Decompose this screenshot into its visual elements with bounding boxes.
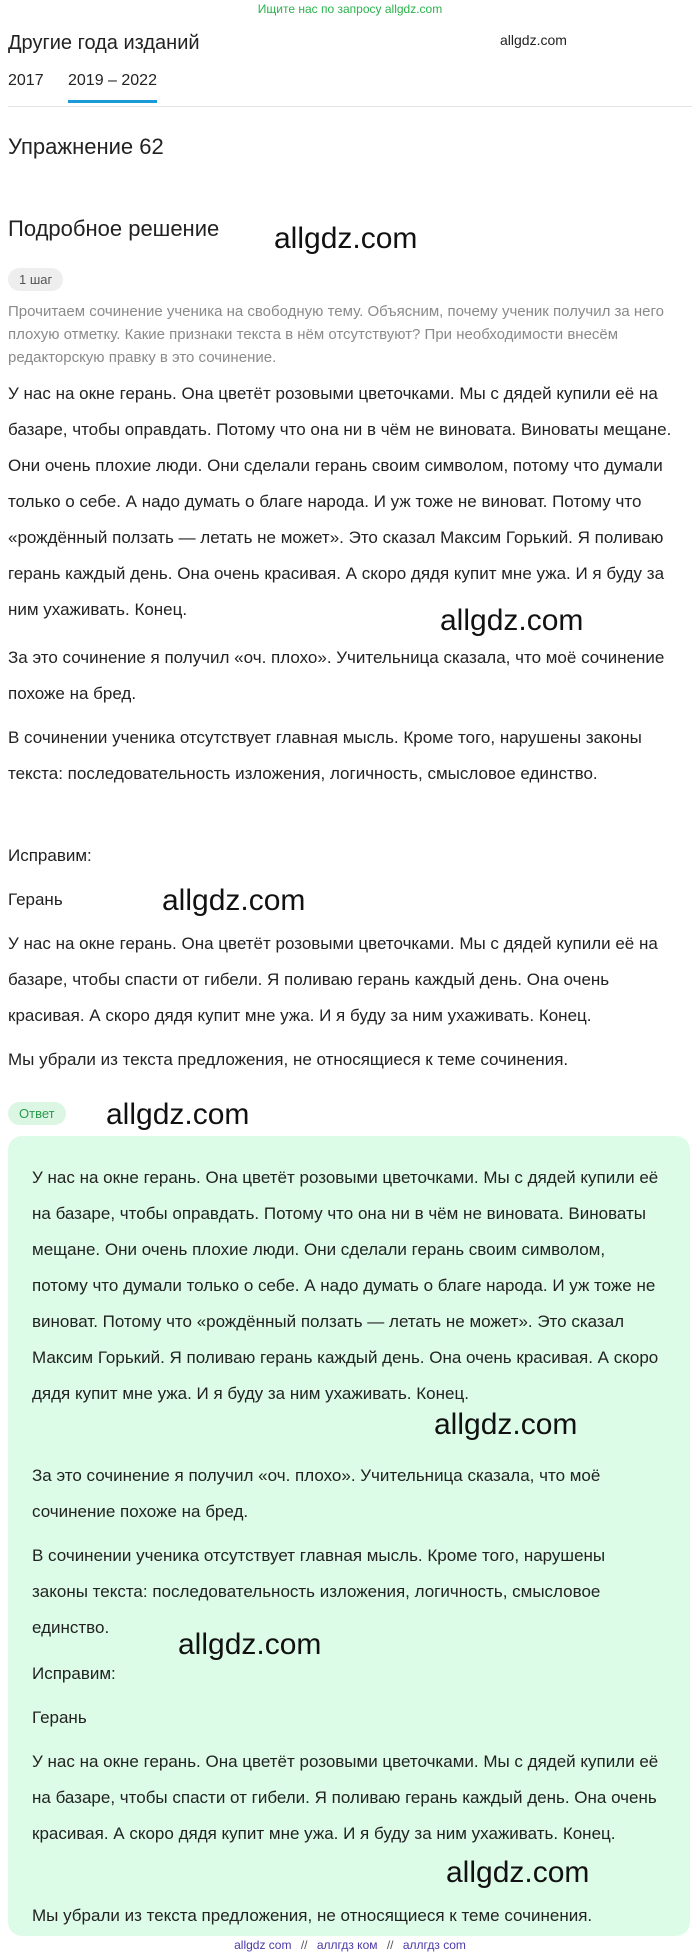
exercise-title: Упражнение 62 — [8, 134, 164, 159]
tab-2017[interactable]: 2017 — [8, 72, 44, 89]
site-label: allgdz.com — [500, 32, 567, 48]
answer-paragraph: Мы убрали из текста предложения, не относящиеся к теме сочинения. — [32, 1906, 593, 1925]
answer-paragraph: Герань — [32, 1708, 87, 1727]
solution-paragraph: У нас на окне герань. Она цветёт розовыми цветочками. Мы с дядей купили её на базаре, чтобы оправдать. Потому что она ни в чём не виновата. Виноваты мещане. Они очень плохие люди. Они сделали герань своим символом, потому что думали только о себе. А надо думать о благе народа. И уж тоже не виноват. Потому что «рождённый ползать — летать не может». Это сказал Максим Горький. Я поливаю герань каждый день. Она очень красивая. А скоро дядя купит мне ужа. И я буду за ним ухаживать. Конец. — [8, 384, 672, 619]
answer-paragraph: У нас на окне герань. Она цветёт розовыми цветочками. Мы с дядей купили её на базаре, чтобы спасти от гибели. Я поливаю герань каждый день. Она очень красивая. А скоро дядя купит мне ужа. И я буду за ним ухаживать. Конец. — [32, 1752, 659, 1843]
divider — [8, 106, 692, 107]
step-badge: 1 шаг — [8, 268, 63, 291]
footer-separator: // — [300, 1938, 308, 1952]
solution-paragraph: У нас на окне герань. Она цветёт розовыми цветочками. Мы с дядей купили её на базаре, чтобы спасти от гибели. Я поливаю герань каждый день. Она очень красивая. А скоро дядя купит мне ужа. И я буду за ним ухаживать. Конец. — [8, 934, 658, 1025]
editions-title: Другие года изданий — [8, 32, 200, 54]
answer-badge: Ответ — [8, 1102, 66, 1125]
watermark: allgdz.com — [106, 1098, 250, 1131]
footer-link[interactable]: аллгдз ком — [316, 1938, 378, 1952]
solution-paragraph: Мы убрали из текста предложения, не относящиеся к теме сочинения. — [8, 1050, 569, 1069]
watermark: allgdz.com — [178, 1628, 322, 1661]
solution-paragraph: В сочинении ученика отсутствует главная мысль. Кроме того, нарушены законы текста: последовательность изложения, логичность, смысловое единство. — [8, 728, 642, 783]
answer-paragraph: В сочинении ученика отсутствует главная мысль. Кроме того, нарушены законы текста: последовательность изложения, логичность, смысловое единство. — [32, 1546, 606, 1637]
solution-paragraph: Исправим: — [8, 846, 92, 865]
top-banner: Ищите нас по запросу allgdz.com — [257, 2, 443, 16]
solution-title: Подробное решение — [8, 216, 220, 241]
watermark: allgdz.com — [446, 1856, 590, 1889]
watermark: allgdz.com — [162, 884, 306, 917]
tab-2019-2022[interactable]: 2019 – 2022 — [68, 72, 157, 103]
answer-paragraph: Исправим: — [32, 1664, 116, 1683]
watermark: allgdz.com — [274, 222, 418, 255]
answer-paragraph: У нас на окне герань. Она цветёт розовыми цветочками. Мы с дядей купили её на базаре, чтобы оправдать. Потому что она ни в чём не виновата. Виноваты мещане. Они очень плохие люди. Они сделали герань своим символом, потому что думали только о себе. А надо думать о благе народа. И уж тоже не виноват. Потому что «рождённый ползать — летать не может». Это сказал Максим Горький. Я поливаю герань каждый день. Она очень красивая. А скоро дядя купит мне ужа. И я буду за ним ухаживать. Конец. — [32, 1168, 659, 1403]
task-intro: Прочитаем сочинение ученика на свободную тему. Объясним, почему ученик получил за него плохую отметку. Какие признаки текста в нём отсутствуют? При необходимости внесём редакторскую правку в это сочинение. — [8, 303, 665, 366]
answer-paragraph: За это сочинение я получил «оч. плохо». Учительница сказала, что моё сочинение похоже на бред. — [32, 1466, 601, 1521]
solution-paragraph: За это сочинение я получил «оч. плохо». Учительница сказала, что моё сочинение похоже на бред. — [8, 648, 665, 703]
footer-link[interactable]: аллгдз com — [402, 1938, 466, 1952]
watermark: allgdz.com — [434, 1408, 578, 1441]
footer-separator: // — [386, 1938, 394, 1952]
footer — [0, 1938, 700, 1952]
watermark: allgdz.com — [440, 604, 584, 637]
solution-paragraph: Герань — [8, 890, 63, 909]
footer-link[interactable]: allgdz com — [234, 1938, 292, 1952]
